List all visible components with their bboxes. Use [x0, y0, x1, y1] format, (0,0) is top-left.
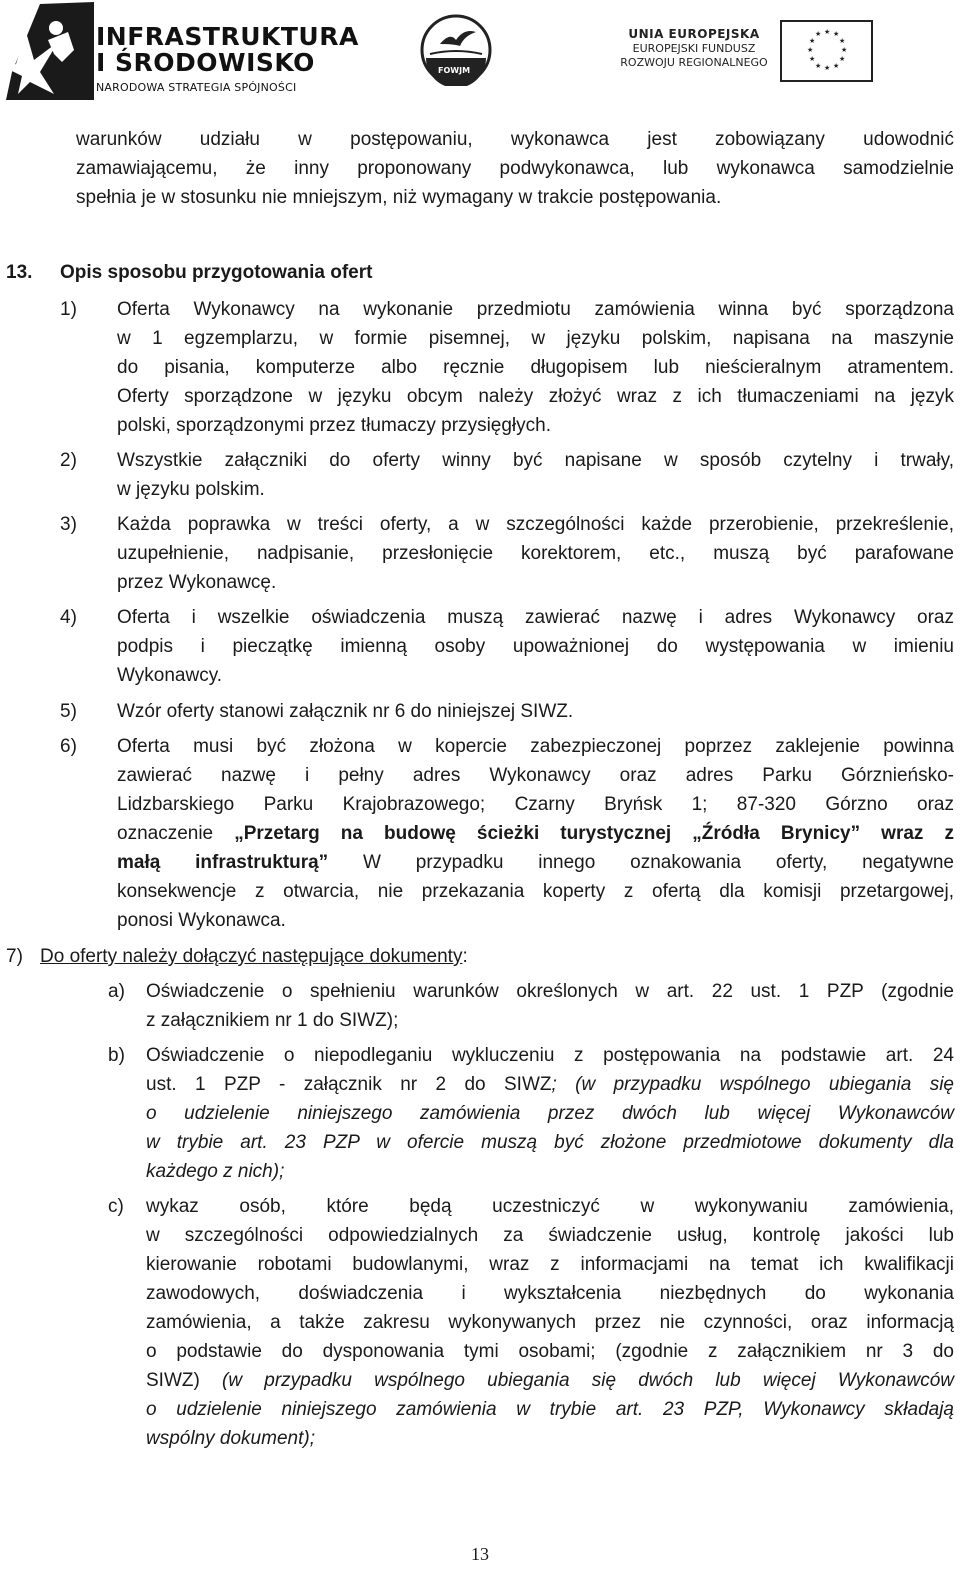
text-line: ponosi Wykonawca.	[117, 910, 286, 931]
svg-text:★: ★	[824, 28, 831, 36]
infrastruktura-logo-text	[96, 24, 359, 94]
logo-left-line2: I ŚRODOWISKO	[96, 48, 315, 77]
text-fragment: SIWZ)	[146, 1370, 223, 1391]
logo-center-label: FOWJM	[438, 66, 471, 75]
text-line	[117, 819, 954, 848]
text-line: Wykonawcy.	[117, 665, 223, 686]
text-line: zamówienia, a także zakresu wykonywanych przez nie czynności, oraz informacją	[146, 1312, 954, 1333]
italic-fragment: ; (w przypadku wspólnego ubiegania się	[551, 1074, 954, 1095]
bird-circle-icon	[420, 14, 492, 86]
star-figure-icon	[4, 2, 96, 100]
text-line: uzupełnienie, nadpisanie, przesłonięcie korektorem, etc., muszą być parafowane	[117, 543, 954, 564]
text-line: kierowanie robotami budowlanymi, wraz z informacjami na temat ich kwalifikacji	[146, 1254, 954, 1275]
svg-text:★: ★	[824, 64, 831, 72]
text-line: o udzielenie niniejszego zamówienia przez dwóch lub więcej Wykonawców	[146, 1103, 954, 1124]
text-line: Oferta musi być złożona w kopercie zabezpieczonej poprzez zaklejenie powinna	[117, 736, 954, 757]
item-number: 3)	[60, 514, 77, 535]
text-line: o podstawie do dysponowania tymi osobami; (zgodnie z załącznikiem nr 3 do	[146, 1341, 954, 1362]
text-line	[117, 848, 954, 877]
text-line: przez Wykonawcę.	[117, 572, 277, 593]
subitem-a-text	[146, 977, 954, 1035]
item-1-text	[117, 295, 954, 440]
text-line: polski, sporządzonymi przez tłumaczy przysięgłych.	[117, 415, 551, 436]
text-line: zawierać nazwę i pełny adres Wykonawcy oraz adres Parku Górznieńsko-	[117, 765, 954, 786]
text-line: zawodowych, doświadczenia i wykształcenia niezbędnych do wykonania	[146, 1283, 954, 1304]
text-fragment: W przypadku innego oznakowania oferty, negatywne	[328, 852, 954, 873]
text-line: warunków udziału w postępowaniu, wykonawca jest zobowiązany udowodnić	[76, 129, 954, 150]
svg-text:★: ★	[833, 30, 840, 38]
svg-text:★: ★	[815, 30, 822, 38]
text-line: Każda poprawka w treści oferty, a w szczególności każde przerobienie, przekreślenie,	[117, 514, 954, 535]
svg-text:★: ★	[839, 55, 846, 63]
subitem-letter: a)	[108, 981, 125, 1002]
documents-heading: Do oferty należy dołączyć następujące dokumenty	[40, 946, 463, 967]
text-line: o udzielenie niniejszego zamówienia w trybie art. 23 PZP, Wykonawcy składają	[146, 1399, 954, 1420]
text-line: wspólny dokument);	[146, 1428, 315, 1449]
text-line: w języku polskim.	[117, 479, 265, 500]
text-line: spełnia je w stosunku nie mniejszym, niż wymagany w trakcie postępowania.	[76, 187, 722, 208]
item-number: 2)	[60, 450, 77, 471]
text-line: Oferta Wykonawcy na wykonanie przedmiotu zamówienia winna być sporządzona	[117, 299, 954, 320]
text-line: Wszystkie załączniki do oferty winny być napisane w sposób czytelny i trwały,	[117, 450, 954, 471]
svg-text:★: ★	[807, 46, 814, 54]
logo-right-line1: UNIA EUROPEJSKA	[628, 27, 760, 41]
section-title: Opis sposobu przygotowania ofert	[60, 262, 373, 283]
ue-logo-text	[618, 27, 770, 70]
text-line: z załącznikiem nr 1 do SIWZ);	[146, 1010, 399, 1031]
svg-text:★: ★	[815, 62, 822, 70]
text-line: w 1 egzemplarzu, w formie pisemnej, w języku polskim, napisana na maszynie	[117, 328, 954, 349]
text-line: Oferta i wszelkie oświadczenia muszą zawierać nazwę i adres Wykonawcy oraz	[117, 607, 954, 628]
item-number: 1)	[60, 299, 77, 320]
item-2-text	[117, 446, 954, 504]
subitem-letter: c)	[108, 1196, 124, 1217]
text-line: każdego z nich);	[146, 1161, 285, 1182]
logo-left-line3: NARODOWA STRATEGIA SPÓJNOŚCI	[96, 81, 297, 94]
italic-fragment: (w przypadku wspólnego ubiegania się dwóch lub więcej Wykonawców	[222, 1370, 954, 1391]
tender-title-bold: małą infrastrukturą”	[117, 852, 329, 873]
item-number: 7)	[6, 946, 23, 967]
item-3-text	[117, 510, 954, 597]
text-line: do pisania, komputerze albo ręcznie długopisem lub nieścieralnym atramentem.	[117, 357, 954, 378]
text-line: w trybie art. 23 PZP w ofercie muszą być złożone przedmiotowe dokumenty dla	[146, 1132, 954, 1153]
subitem-c-text	[146, 1192, 954, 1453]
text-line: wykaz osób, które będą uczestniczyć w wykonywaniu zamówienia,	[146, 1196, 954, 1217]
text-line: Oświadczenie o niepodleganiu wykluczeniu z postępowania na podstawie art. 24	[146, 1045, 954, 1066]
item-7-text	[40, 942, 940, 971]
intro-paragraph	[76, 125, 954, 212]
svg-text:★: ★	[833, 62, 840, 70]
svg-text:★: ★	[809, 55, 816, 63]
text-fragment: ust. 1 PZP - załącznik nr 2 do SIWZ	[146, 1074, 552, 1095]
item-number: 5)	[60, 701, 77, 722]
text-line: Lidzbarskiego Parku Krajobrazowego; Czarny Bryńsk 1; 87-320 Górzno oraz	[117, 794, 954, 815]
text-fragment: :	[462, 946, 468, 967]
text-line: podpis i pieczątkę imienną osoby upoważnionej do występowania w imieniu	[117, 636, 954, 657]
logo-left-line1: INFRASTRUKTURA	[96, 22, 359, 51]
item-4-text	[117, 603, 954, 690]
text-line: w szczególności odpowiedzialnych za świadczenie usług, kontrolę jakości lub	[146, 1225, 954, 1246]
text-line: Oświadczenie o spełnieniu warunków określonych w art. 22 ust. 1 PZP (zgodnie	[146, 981, 954, 1002]
text-fragment: oznaczenie	[117, 823, 235, 844]
text-line: Wzór oferty stanowi załącznik nr 6 do niniejszej SIWZ.	[117, 701, 574, 722]
text-line	[146, 1070, 954, 1099]
item-number: 6)	[60, 736, 77, 757]
section-number: 13.	[6, 262, 33, 283]
subitem-letter: b)	[108, 1045, 125, 1066]
svg-text:★: ★	[809, 37, 816, 45]
subitem-b-text	[146, 1041, 954, 1186]
logo-right-line2: EUROPEJSKI FUNDUSZ	[632, 42, 756, 55]
eu-flag-icon	[780, 20, 873, 82]
svg-text:★: ★	[841, 46, 848, 54]
text-line: Oferty sporządzone w języku obcym należy złożyć wraz z ich tłumaczeniami na język	[117, 386, 954, 407]
item-number: 4)	[60, 607, 77, 628]
item-5-text	[117, 697, 954, 726]
text-line	[146, 1366, 954, 1395]
header-logos	[0, 0, 960, 100]
item-6-text	[117, 732, 954, 935]
tender-title-bold: „Przetarg na budowę ścieżki turystycznej „Źródła Brynicy” wraz z	[234, 823, 954, 844]
logo-right-line3: ROZWOJU REGIONALNEGO	[620, 56, 768, 69]
text-line: zamawiającemu, że inny proponowany podwykonawca, lub wykonawca samodzielnie	[76, 158, 954, 179]
text-line: konsekwencje z otwarcia, nie przekazania koperty z ofertą dla komisji przetargowej,	[117, 881, 954, 902]
svg-text:★: ★	[839, 37, 846, 45]
page-number: 13	[471, 1544, 489, 1564]
